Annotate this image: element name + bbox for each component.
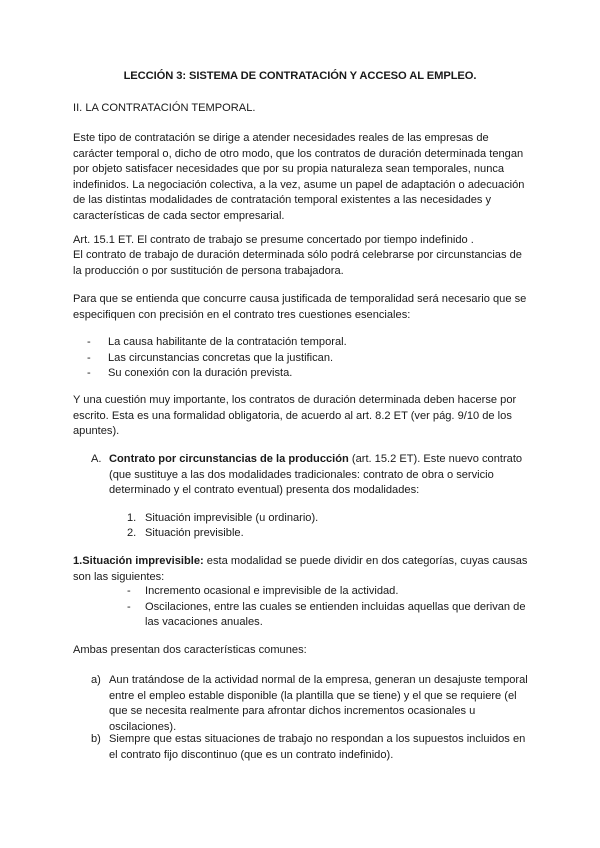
list-item: - Oscilaciones, entre las cuales se entienden incluidas aquellas que derivan de las vacaciones anuales. [127, 600, 531, 631]
list-item [91, 673, 531, 735]
situacion-imprevisible-text: esta modalidad se puede dividir en dos categorías, cuyas causas son las siguientes: [73, 555, 528, 583]
list-item-number: 2. [127, 527, 137, 539]
document-title: LECCIÓN 3: SISTEMA DE CONTRATACIÓN Y ACCESO AL EMPLEO. [123, 70, 477, 82]
list-item-marker: b) [91, 733, 101, 745]
list-item-number: 1. [127, 512, 137, 524]
art-15-1-line: Art. 15.1 ET. El contrato de trabajo se presume concertado por tiempo indefinido . [73, 234, 474, 246]
list-item: - La causa habilitante de la contratación temporal. [87, 335, 527, 351]
list-item-text: Situación previsible. [145, 527, 244, 539]
section-a-title: Contrato por circunstancias de la producción [109, 453, 349, 465]
section-heading: II. LA CONTRATACIÓN TEMPORAL. [73, 102, 256, 114]
section-a-marker: A. [91, 453, 102, 465]
situacion-imprevisible-label: 1.Situación imprevisible: [73, 555, 204, 567]
list-item-text: Siempre que estas situaciones de trabajo no respondan a los supuestos incluidos en el contrato fijo discontinuo (que es un contrato indefinido). [109, 733, 526, 761]
list-item [91, 732, 531, 763]
categorias-list [127, 584, 531, 631]
list-item [127, 526, 527, 542]
list-item-marker: a) [91, 674, 101, 686]
intro-paragraph: Este tipo de contratación se dirige a atender necesidades reales de las empresas de carácter temporal o, dicho de otro modo, que los contratos de duración determinada tengan por objeto satisfacer necesidades que por su propia naturaleza sean temporales, nunca indefinidos. La negociación colectiva, a la vez, asume un papel de adaptación o adecuación de las distintas modalidades de contratación temporal existentes a las necesidades y características de cada sector empresarial. [73, 132, 525, 222]
escrito-paragraph: Y una cuestión muy importante, los contratos de duración determinada deben hacerse por escrito. Esta es una formalidad obligatoria, de acuerdo al art. 8.2 ET (ver pág. 9/10 de los apuntes). [73, 394, 517, 438]
list-item: - Las circunstancias concretas que la justifican. [87, 351, 527, 367]
art-15-paragraph: El contrato de trabajo de duración determinada sólo podrá celebrarse por circunstancias de la producción o por sustitución de persona trabajadora. [73, 249, 522, 277]
section-a [91, 452, 531, 499]
list-item-text: Situación imprevisible (u ordinario). [145, 512, 319, 524]
justificada-paragraph: Para que se entienda que concurre causa justificada de temporalidad será necesario que se especifiquen con precisión en el contrato tres cuestiones esenciales: [73, 293, 527, 321]
list-item [127, 511, 527, 527]
section-a-body: (art. 15.2 ET). Este nuevo contrato (que sustituye a las dos modalidades tradicionales: contrato de obra o servicio determinado y el contrato eventual) presenta dos modalidades: [109, 453, 523, 497]
cuestiones-list [87, 335, 527, 382]
list-item-text: Aun tratándose de la actividad normal de la empresa, generan un desajuste temporal entre el empleo estable disponible (la plantilla que se tiene) y el que se requiere (el que se necesita realmente para afrontar dichos incrementos ocasionales u oscilaciones). [109, 674, 528, 733]
list-item: - Su conexión con la duración prevista. [87, 366, 527, 382]
situacion-imprevisible-paragraph [73, 554, 531, 585]
comunes-intro: Ambas presentan dos características comunes: [73, 644, 307, 656]
list-item: - Incremento ocasional e imprevisible de la actividad. [127, 584, 531, 600]
